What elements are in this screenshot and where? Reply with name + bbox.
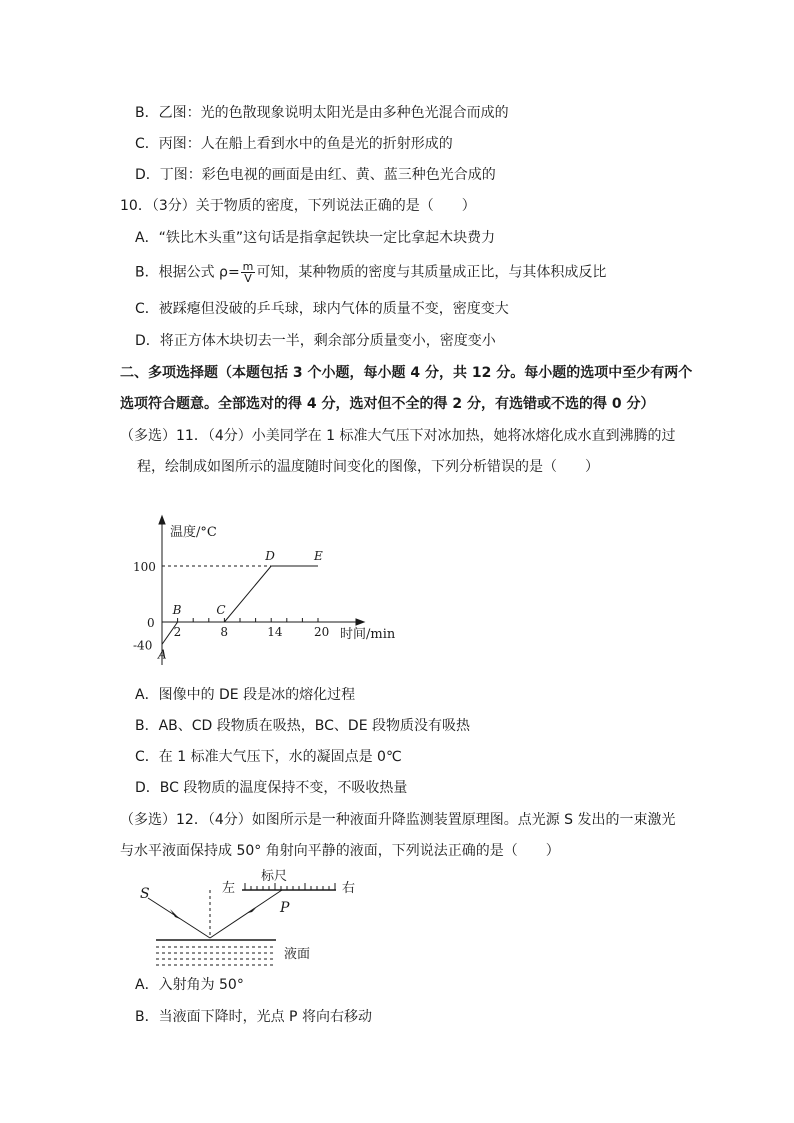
q9-option-c: C．丙图：人在船上看到水中的鱼是光的折射形成的: [135, 136, 453, 152]
q11-option-a: A．图像中的 DE 段是冰的熔化过程: [135, 687, 356, 703]
x-tick-label: 20: [314, 625, 330, 639]
segment-CD: [224, 566, 271, 622]
q11-stem-line2: 程，绘制成如图所示的温度随时间变化的图像，下列分析错误的是（ ）: [137, 459, 599, 475]
q12-option-b: B．当液面下降时，光点 P 将向右移动: [135, 1009, 372, 1025]
q10-option-b: [135, 261, 606, 284]
x-axis-label: 时间/min: [340, 627, 396, 642]
point-label-c: C: [216, 603, 226, 617]
y-tick-label: 100: [133, 560, 156, 574]
right-label: 右: [342, 881, 356, 896]
y-tick-label: -40: [133, 638, 153, 653]
q11-option-c: C．在 1 标准大气压下，水的凝固点是 0℃: [135, 749, 402, 765]
liquid-level-diagram: [130, 868, 370, 972]
fraction-numerator: m: [242, 260, 254, 273]
reflected-ray: [210, 890, 282, 938]
point-label-d: D: [265, 549, 275, 563]
q9-option-b: B．乙图：光的色散现象说明太阳光是由多种色光混合而成的: [135, 105, 509, 121]
q12-stem-line1: （多选）12．（4分）如图所示是一种液面升降监测装置原理图。点光源 S 发出的一束激光: [120, 812, 676, 828]
point-label-a: A: [158, 647, 167, 662]
q11-option-b: B．AB、CD 段物质在吸热，BC、DE 段物质没有吸热: [135, 718, 471, 734]
surface-label: 液面: [284, 947, 311, 962]
liquid-hatching: [156, 947, 276, 965]
y-axis-arrow: [159, 516, 165, 524]
section2-heading-line1: 二、多项选择题（本题包括 3 个小题，每小题 4 分，共 12 分。每小题的选项中至少有两个: [120, 365, 693, 381]
q12-stem-line2: 与水平液面保持成 50° 角射向平静的液面，下列说法正确的是（ ）: [120, 843, 560, 859]
q11-option-d: D．BC 段物质的温度保持不变，不吸收热量: [135, 780, 408, 796]
q10-option-d: D．将正方体木块切去一半，剩余部分质量变小，密度变小: [135, 333, 496, 349]
left-label: 左: [222, 881, 236, 896]
section2-heading-line2: 选项符合题意。全部选对的得 4 分，选对但不全的得 2 分，有选错或不选的得 0 分）: [120, 396, 655, 412]
scale-ticks: [245, 883, 335, 890]
point-p-label: P: [280, 900, 290, 916]
x-tick-label: 2: [173, 625, 182, 639]
point-label-e: E: [314, 549, 323, 563]
source-label: S: [140, 886, 150, 902]
y-tick-label: 0: [147, 616, 155, 630]
x-tick-label: 8: [220, 625, 229, 639]
q10-option-b-suffix: 可知，某种物质的密度与其质量成正比，与其体积成反比: [256, 264, 607, 281]
temperature-time-graph: [130, 510, 410, 670]
x-axis-arrow: [356, 619, 364, 625]
q9-option-d: D．丁图：彩色电视的画面是由红、黄、蓝三种色光合成的: [135, 167, 496, 183]
x-tick-label: 14: [267, 625, 283, 639]
q11-stem-line1: （多选）11．（4分）小美同学在 1 标准大气压下对冰加热，她将冰熔化成水直到沸腾的过: [120, 428, 676, 444]
density-fraction: [241, 261, 256, 284]
q10-stem: 10．（3分）关于物质的密度，下列说法正确的是（ ）: [120, 198, 476, 214]
q12-option-a: A．入射角为 50°: [135, 977, 244, 993]
q10-option-a: A．“铁比木头重”这句话是指拿起铁块一定比拿起木块费力: [135, 230, 496, 246]
fraction-denominator: V: [244, 272, 252, 285]
q10-option-b-prefix: B．根据公式 ρ=: [135, 264, 240, 281]
q10-option-c: C．被踩瘪但没破的乒乓球，球内气体的质量不变，密度变大: [135, 301, 509, 317]
scale-label: 标尺: [261, 869, 288, 884]
incident-arrow: [170, 909, 180, 919]
y-axis-label: 温度/°C: [170, 525, 217, 540]
point-label-b: B: [172, 603, 182, 617]
